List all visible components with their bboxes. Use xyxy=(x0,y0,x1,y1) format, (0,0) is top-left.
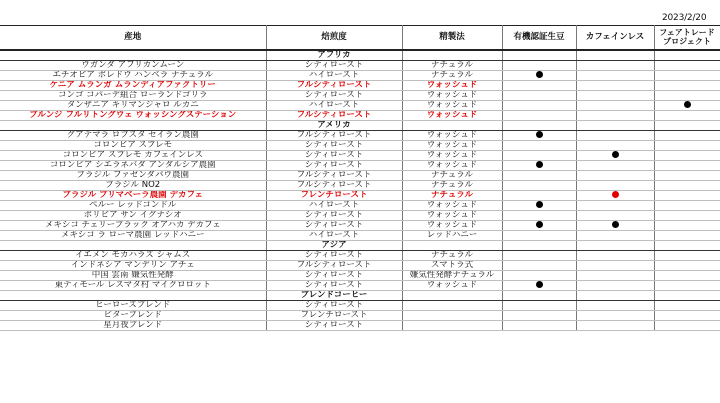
process-cell: ウォッシュド xyxy=(402,140,502,150)
mark-dot-icon xyxy=(536,161,543,168)
table-row xyxy=(0,200,720,210)
organic-cell xyxy=(502,100,576,110)
process-cell: ナチュラル xyxy=(402,250,502,260)
fairtrade-cell xyxy=(654,70,720,80)
table-row xyxy=(0,160,720,170)
header-decaf: カフェインレス xyxy=(576,26,654,50)
origin-cell: ケニア ムランガ ムランディアファクトリー xyxy=(0,80,266,90)
origin-cell: ウガンダ アフリカンムーン xyxy=(0,60,266,70)
date-label: 2023/2/20 xyxy=(662,13,707,23)
decaf-cell xyxy=(576,180,654,190)
table-row xyxy=(0,250,720,260)
table-row xyxy=(0,90,720,100)
decaf-cell xyxy=(576,150,654,160)
decaf-cell xyxy=(576,90,654,100)
mark-dot-icon xyxy=(612,151,619,158)
fairtrade-cell xyxy=(654,190,720,200)
roast-cell: シティロースト xyxy=(266,210,402,220)
process-cell: ウォッシュド xyxy=(402,90,502,100)
table-row xyxy=(0,320,720,330)
category-row xyxy=(0,240,720,250)
table-row xyxy=(0,230,720,240)
fairtrade-cell xyxy=(654,100,720,110)
fairtrade-cell xyxy=(654,110,720,120)
table-row xyxy=(0,180,720,190)
roast-cell: フルシティロースト xyxy=(266,80,402,90)
organic-cell xyxy=(502,130,576,140)
process-cell: ナチュラル xyxy=(402,190,502,200)
fairtrade-cell xyxy=(654,220,720,230)
mark-dot-icon xyxy=(612,221,619,228)
process-cell xyxy=(402,320,502,330)
organic-cell xyxy=(502,160,576,170)
decaf-cell xyxy=(576,320,654,330)
process-cell: ウォッシュド xyxy=(402,80,502,90)
fairtrade-cell xyxy=(654,170,720,180)
origin-cell: ブラジル ファゼンダパウ農園 xyxy=(0,170,266,180)
fairtrade-cell xyxy=(654,310,720,320)
category-empty-cell xyxy=(502,50,576,61)
roast-cell: シティロースト xyxy=(266,320,402,330)
origin-cell: 星月夜ブレンド xyxy=(0,320,266,330)
decaf-cell xyxy=(576,140,654,150)
process-cell: ナチュラル xyxy=(402,60,502,70)
decaf-cell xyxy=(576,250,654,260)
organic-cell xyxy=(502,80,576,90)
category-empty-cell xyxy=(576,240,654,250)
category-empty-cell xyxy=(654,50,720,61)
origin-cell: コロンビア シエラネバダ アンダルシア農園 xyxy=(0,160,266,170)
process-cell: ウォッシュド xyxy=(402,110,502,120)
category-empty-cell xyxy=(402,290,502,300)
decaf-cell xyxy=(576,80,654,90)
roast-cell: ハイロースト xyxy=(266,70,402,80)
fairtrade-cell xyxy=(654,130,720,140)
mark-dot-icon xyxy=(536,221,543,228)
origin-cell: イエメン モカハラズ シャムス xyxy=(0,250,266,260)
decaf-cell xyxy=(576,160,654,170)
process-cell: ウォッシュド xyxy=(402,150,502,160)
organic-cell xyxy=(502,70,576,80)
decaf-cell xyxy=(576,130,654,140)
header-origin: 産地 xyxy=(0,26,266,50)
category-empty-cell xyxy=(502,120,576,130)
category-empty-cell xyxy=(402,50,502,61)
fairtrade-cell xyxy=(654,90,720,100)
category-empty-cell xyxy=(654,120,720,130)
roast-cell: シティロースト xyxy=(266,60,402,70)
organic-cell xyxy=(502,230,576,240)
fairtrade-cell xyxy=(654,250,720,260)
table-row xyxy=(0,140,720,150)
origin-cell: メキシコ チェリーブラック オアハカ デカフェ xyxy=(0,220,266,230)
organic-cell xyxy=(502,150,576,160)
roast-cell: ハイロースト xyxy=(266,200,402,210)
process-cell: ウォッシュド xyxy=(402,220,502,230)
roast-cell: シティロースト xyxy=(266,300,402,310)
fairtrade-cell xyxy=(654,210,720,220)
table-row xyxy=(0,130,720,140)
fairtrade-cell xyxy=(654,200,720,210)
origin-cell: ビターブレンド xyxy=(0,310,266,320)
origin-cell: ブラジル プリマベーラ農園 デカフェ xyxy=(0,190,266,200)
header-fairtrade-line1: フェアトレード xyxy=(659,28,715,38)
decaf-cell xyxy=(576,200,654,210)
roast-cell: ハイロースト xyxy=(266,100,402,110)
decaf-cell xyxy=(576,300,654,310)
process-cell: レッドハニー xyxy=(402,230,502,240)
origin-cell: ヒーローズブレンド xyxy=(0,300,266,310)
category-empty-cell xyxy=(502,290,576,300)
fairtrade-cell xyxy=(654,300,720,310)
fairtrade-cell xyxy=(654,60,720,70)
origin-cell: タンザニア キリマンジャロ ルカニ xyxy=(0,100,266,110)
process-cell: ウォッシュド xyxy=(402,130,502,140)
process-cell: ウォッシュド xyxy=(402,280,502,290)
category-spacer xyxy=(0,290,266,300)
process-cell: ナチュラル xyxy=(402,70,502,80)
process-cell: ナチュラル xyxy=(402,170,502,180)
table-row xyxy=(0,260,720,270)
table-row xyxy=(0,150,720,160)
roast-cell: フレンチロースト xyxy=(266,190,402,200)
table-row xyxy=(0,210,720,220)
fairtrade-cell xyxy=(654,320,720,330)
roast-cell: フルシティロースト xyxy=(266,260,402,270)
category-spacer xyxy=(0,240,266,250)
category-label: ブレンドコーヒー xyxy=(266,290,402,300)
decaf-cell xyxy=(576,310,654,320)
header-fairtrade xyxy=(654,26,720,50)
process-cell: ナチュラル xyxy=(402,180,502,190)
table-row xyxy=(0,270,720,280)
category-row xyxy=(0,50,720,61)
organic-cell xyxy=(502,300,576,310)
process-cell: ウォッシュド xyxy=(402,200,502,210)
organic-cell xyxy=(502,260,576,270)
coffee-table xyxy=(0,25,720,331)
decaf-cell xyxy=(576,110,654,120)
roast-cell: フルシティロースト xyxy=(266,110,402,120)
origin-cell: ボリビア サン イグナシオ xyxy=(0,210,266,220)
table-row xyxy=(0,60,720,70)
roast-cell: フルシティロースト xyxy=(266,130,402,140)
mark-dot-icon xyxy=(536,281,543,288)
origin-cell: メキシコ ラ ローマ農園 レッドハニー xyxy=(0,230,266,240)
process-cell: ウォッシュド xyxy=(402,160,502,170)
origin-cell: エチオピア ボレドウ ハンベラ ナチュラル xyxy=(0,70,266,80)
category-empty-cell xyxy=(576,290,654,300)
roast-cell: シティロースト xyxy=(266,250,402,260)
decaf-cell xyxy=(576,70,654,80)
decaf-cell xyxy=(576,280,654,290)
roast-cell: シティロースト xyxy=(266,150,402,160)
process-cell xyxy=(402,310,502,320)
decaf-cell xyxy=(576,100,654,110)
fairtrade-cell xyxy=(654,160,720,170)
origin-cell: コロンビア スプレモ カフェインレス xyxy=(0,150,266,160)
table-row xyxy=(0,100,720,110)
category-spacer xyxy=(0,120,266,130)
organic-cell xyxy=(502,220,576,230)
origin-cell: ペルー レッドコンドル xyxy=(0,200,266,210)
fairtrade-cell xyxy=(654,280,720,290)
process-cell xyxy=(402,300,502,310)
decaf-cell xyxy=(576,230,654,240)
decaf-cell xyxy=(576,260,654,270)
mark-dot-icon xyxy=(612,191,619,198)
roast-cell: シティロースト xyxy=(266,140,402,150)
roast-cell: フルシティロースト xyxy=(266,180,402,190)
origin-cell: グアテマラ ロブスタ セイラン農園 xyxy=(0,130,266,140)
fairtrade-cell xyxy=(654,150,720,160)
fairtrade-cell xyxy=(654,230,720,240)
category-empty-cell xyxy=(576,50,654,61)
mark-dot-icon xyxy=(536,201,543,208)
header-fairtrade-line2: プロジェクト xyxy=(663,37,711,47)
mark-dot-icon xyxy=(684,101,691,108)
process-cell: ウォッシュド xyxy=(402,210,502,220)
category-empty-cell xyxy=(402,120,502,130)
category-label: アフリカ xyxy=(266,50,402,61)
origin-cell: コンゴ コパーデ組合 ローランドゴリラ xyxy=(0,90,266,100)
header-row xyxy=(0,26,720,50)
mark-dot-icon xyxy=(536,131,543,138)
mark-dot-icon xyxy=(536,71,543,78)
category-empty-cell xyxy=(654,290,720,300)
decaf-cell xyxy=(576,170,654,180)
fairtrade-cell xyxy=(654,180,720,190)
origin-cell: インドネシア マンデリン アチェ xyxy=(0,260,266,270)
decaf-cell xyxy=(576,270,654,280)
table-row xyxy=(0,110,720,120)
table-row xyxy=(0,80,720,90)
table-row xyxy=(0,300,720,310)
decaf-cell xyxy=(576,210,654,220)
organic-cell xyxy=(502,310,576,320)
organic-cell xyxy=(502,90,576,100)
organic-cell xyxy=(502,190,576,200)
table-row xyxy=(0,190,720,200)
origin-cell: 東ティモール レスマタ村 マイクロロット xyxy=(0,280,266,290)
decaf-cell xyxy=(576,60,654,70)
fairtrade-cell xyxy=(654,260,720,270)
process-cell: ウォッシュド xyxy=(402,100,502,110)
roast-cell: フルシティロースト xyxy=(266,170,402,180)
category-row xyxy=(0,120,720,130)
header-organic: 有機認証生豆 xyxy=(502,26,576,50)
origin-cell: ブルンジ フルリトングウェ ウォッシングステーション xyxy=(0,110,266,120)
organic-cell xyxy=(502,270,576,280)
table-body xyxy=(0,50,720,331)
category-empty-cell xyxy=(502,240,576,250)
organic-cell xyxy=(502,250,576,260)
category-empty-cell xyxy=(576,120,654,130)
category-label: アメリカ xyxy=(266,120,402,130)
origin-cell: 中国 雲南 嫌気性発酵 xyxy=(0,270,266,280)
category-spacer xyxy=(0,50,266,61)
organic-cell xyxy=(502,110,576,120)
table-row xyxy=(0,70,720,80)
organic-cell xyxy=(502,280,576,290)
origin-cell: コロンビア スプレモ xyxy=(0,140,266,150)
table-row xyxy=(0,280,720,290)
fairtrade-cell xyxy=(654,140,720,150)
decaf-cell xyxy=(576,190,654,200)
organic-cell xyxy=(502,200,576,210)
roast-cell: シティロースト xyxy=(266,220,402,230)
table-row xyxy=(0,310,720,320)
category-row xyxy=(0,290,720,300)
organic-cell xyxy=(502,320,576,330)
fairtrade-cell xyxy=(654,270,720,280)
category-empty-cell xyxy=(402,240,502,250)
organic-cell xyxy=(502,60,576,70)
process-cell: スマトラ式 xyxy=(402,260,502,270)
roast-cell: シティロースト xyxy=(266,270,402,280)
roast-cell: シティロースト xyxy=(266,280,402,290)
roast-cell: シティロースト xyxy=(266,160,402,170)
table-row xyxy=(0,170,720,180)
roast-cell: シティロースト xyxy=(266,90,402,100)
organic-cell xyxy=(502,140,576,150)
category-label: アジア xyxy=(266,240,402,250)
roast-cell: ハイロースト xyxy=(266,230,402,240)
category-empty-cell xyxy=(654,240,720,250)
origin-cell: ブラジル NO2 xyxy=(0,180,266,190)
organic-cell xyxy=(502,210,576,220)
table-row xyxy=(0,220,720,230)
header-roast: 焙煎度 xyxy=(266,26,402,50)
fairtrade-cell xyxy=(654,80,720,90)
decaf-cell xyxy=(576,220,654,230)
header-process: 精製法 xyxy=(402,26,502,50)
organic-cell xyxy=(502,170,576,180)
process-cell: 嫌気性発酵ナチュラル xyxy=(402,270,502,280)
organic-cell xyxy=(502,180,576,190)
roast-cell: フレンチロースト xyxy=(266,310,402,320)
